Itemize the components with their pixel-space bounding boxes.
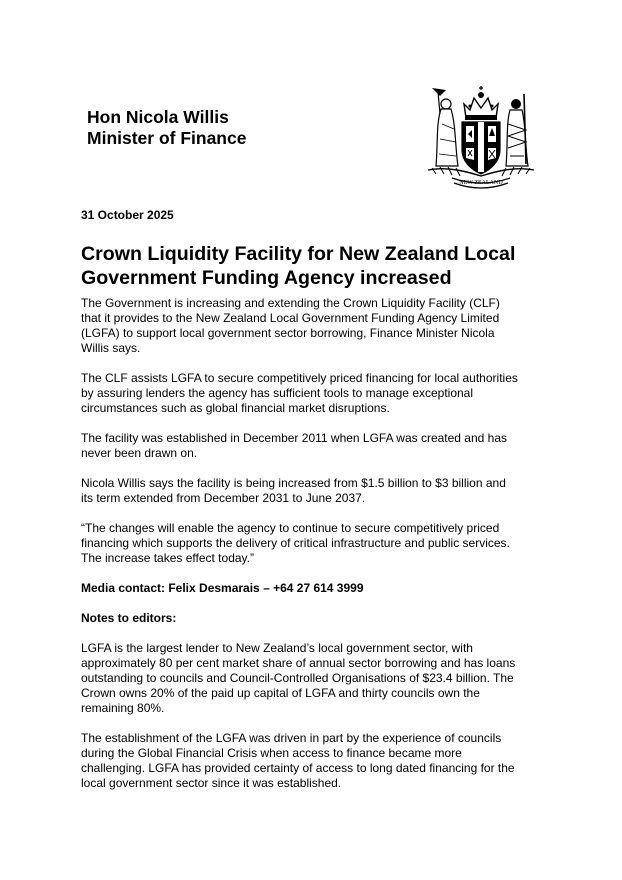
note-paragraph — [81, 731, 561, 791]
paragraph — [81, 431, 561, 461]
paragraph-line: its term extended from December 2031 to June 2037. — [81, 491, 366, 505]
paragraph-line: The facility was established in December 2011 when LGFA was created and has — [81, 431, 508, 445]
paragraph-line: during the Global Financial Crisis when access to finance became more — [81, 746, 462, 760]
media-contact: Media contact: Felix Desmarais – +64 27 614 3999 — [81, 581, 364, 595]
paragraph-line: Crown owns 20% of the paid up capital of LGFA and thirty councils own the — [81, 686, 480, 700]
paragraph-line: “The changes will enable the agency to continue to secure competitively priced — [81, 521, 500, 535]
minister-title: Minister of Finance — [87, 128, 247, 148]
paragraph-line: that it provides to the New Zealand Local Government Funding Agency Limited — [81, 311, 500, 325]
note-paragraph — [81, 641, 561, 716]
paragraph-line: circumstances such as global financial market disruptions. — [81, 401, 390, 415]
paragraph-line: The Government is increasing and extending the Crown Liquidity Facility (CLF) — [81, 296, 500, 310]
paragraph-line: (LGFA) to support local government sector borrowing, Finance Minister Nicola — [81, 326, 495, 340]
paragraph — [81, 296, 561, 356]
paragraph-line: Nicola Willis says the facility is being increased from $1.5 billion to $3 billion and — [81, 476, 506, 490]
supporter-right-icon — [506, 94, 528, 166]
headline-line: Government Funding Agency increased — [81, 267, 452, 289]
article-body — [81, 296, 561, 806]
paragraph-line: Willis says. — [81, 341, 141, 355]
paragraph-line: challenging. LGFA has provided certainty of access to long dated financing for the — [81, 761, 515, 775]
paragraph-line: never been drawn on. — [81, 446, 198, 460]
crown-icon — [464, 86, 498, 120]
paragraph-line: by assuring lenders the agency has sufficient tools to manage exceptional — [81, 386, 474, 400]
paragraph-line: outstanding to councils and Council-Controlled Organisations of $23.4 billion. The — [81, 671, 514, 685]
coat-of-arms-icon — [418, 84, 544, 192]
paragraph-line: financing which supports the delivery of critical infrastructure and public services. — [81, 536, 510, 550]
paragraph-line: The increase takes effect today.” — [81, 551, 254, 565]
paragraph-line: The CLF assists LGFA to secure competitively priced financing for local authorities — [81, 371, 518, 385]
shield-icon — [462, 122, 500, 174]
headline — [81, 242, 551, 290]
minister-block — [87, 107, 246, 149]
supporter-left-icon — [432, 88, 458, 166]
paragraph-line: remaining 80%. — [81, 701, 165, 715]
paragraph-line: approximately 80 per cent market share of annual sector borrowing and has loans — [81, 656, 516, 670]
paragraph — [81, 371, 561, 416]
crest-label: NEW ZEALAND — [459, 180, 503, 186]
paragraph-line: The establishment of the LGFA was driven in part by the experience of councils — [81, 731, 502, 745]
headline-line: Crown Liquidity Facility for New Zealand Local — [81, 243, 516, 265]
quote-paragraph — [81, 521, 561, 566]
paragraph-line: local government sector since it was established. — [81, 776, 342, 790]
paragraph-line: LGFA is the largest lender to New Zealand’s local government sector, with — [81, 641, 473, 655]
paragraph — [81, 476, 561, 506]
release-date: 31 October 2025 — [81, 208, 174, 222]
notes-heading: Notes to editors: — [81, 611, 177, 625]
minister-name: Hon Nicola Willis — [87, 107, 229, 127]
